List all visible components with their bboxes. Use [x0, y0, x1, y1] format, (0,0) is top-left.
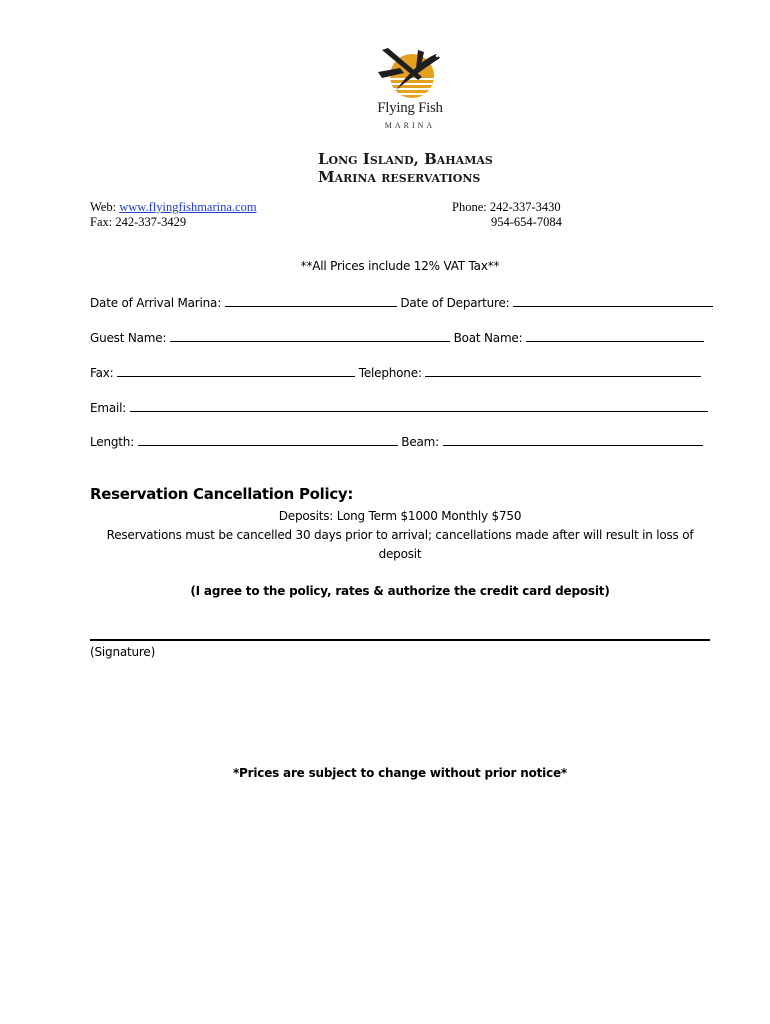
- phone-number-2: 954-654-7084: [491, 215, 562, 229]
- beam-field[interactable]: [443, 433, 703, 446]
- contact-phone: [452, 200, 562, 230]
- guest-name-label: Guest Name:: [90, 331, 167, 345]
- signature-label: (Signature): [90, 645, 156, 659]
- email-field[interactable]: [130, 399, 708, 412]
- heading-location: Long Island, Bahamas: [318, 150, 493, 168]
- cancellation-text-line1: Reservations must be cancelled 30 days prior to arrival; cancellations made after will result in loss of: [106, 528, 694, 542]
- website-link[interactable]: www.flyingfishmarina.com: [119, 200, 257, 214]
- length-beam-row: [90, 433, 703, 449]
- vat-notice: **All Prices include 12% VAT Tax**: [300, 259, 500, 273]
- phone-number-1: Phone: 242-337-3430: [452, 200, 561, 214]
- boat-name-label: Boat Name:: [453, 331, 523, 345]
- contact-web-fax: [90, 200, 257, 230]
- telephone-label: Telephone:: [358, 366, 422, 380]
- arrival-date-field[interactable]: [225, 294, 397, 307]
- logo-name: Flying Fish: [377, 100, 443, 116]
- arrival-label: Date of Arrival Marina:: [90, 296, 222, 310]
- length-field[interactable]: [138, 433, 398, 446]
- departure-date-field[interactable]: [513, 294, 713, 307]
- web-label: Web:: [90, 200, 117, 214]
- policy-title: Reservation Cancellation Policy:: [90, 485, 354, 503]
- email-label: Email:: [90, 401, 127, 415]
- fax-telephone-row: [90, 364, 701, 380]
- page-heading: [318, 150, 493, 186]
- telephone-field[interactable]: [425, 364, 701, 377]
- boat-name-field[interactable]: [526, 329, 704, 342]
- beam-label: Beam:: [401, 435, 439, 449]
- deposits-text: Deposits: Long Term $1000 Monthly $750: [278, 509, 522, 523]
- guest-name-field[interactable]: [170, 329, 450, 342]
- agreement-statement: (I agree to the policy, rates & authorize the credit card deposit): [190, 584, 610, 598]
- length-label: Length:: [90, 435, 135, 449]
- fax-label: Fax:: [90, 366, 114, 380]
- departure-label: Date of Departure:: [400, 296, 510, 310]
- guest-boat-row: [90, 329, 704, 345]
- logo-subtitle: MARINA: [384, 121, 436, 130]
- cancellation-text-line2: deposit: [378, 547, 422, 561]
- fax-field[interactable]: [117, 364, 355, 377]
- heading-title: Marina reservations: [318, 168, 481, 186]
- email-row: [90, 399, 708, 415]
- arrival-departure-row: [90, 294, 713, 310]
- signature-line[interactable]: [90, 639, 710, 641]
- fax-number: Fax: 242-337-3429: [90, 215, 187, 229]
- price-change-notice: *Prices are subject to change without prior notice*: [232, 766, 568, 780]
